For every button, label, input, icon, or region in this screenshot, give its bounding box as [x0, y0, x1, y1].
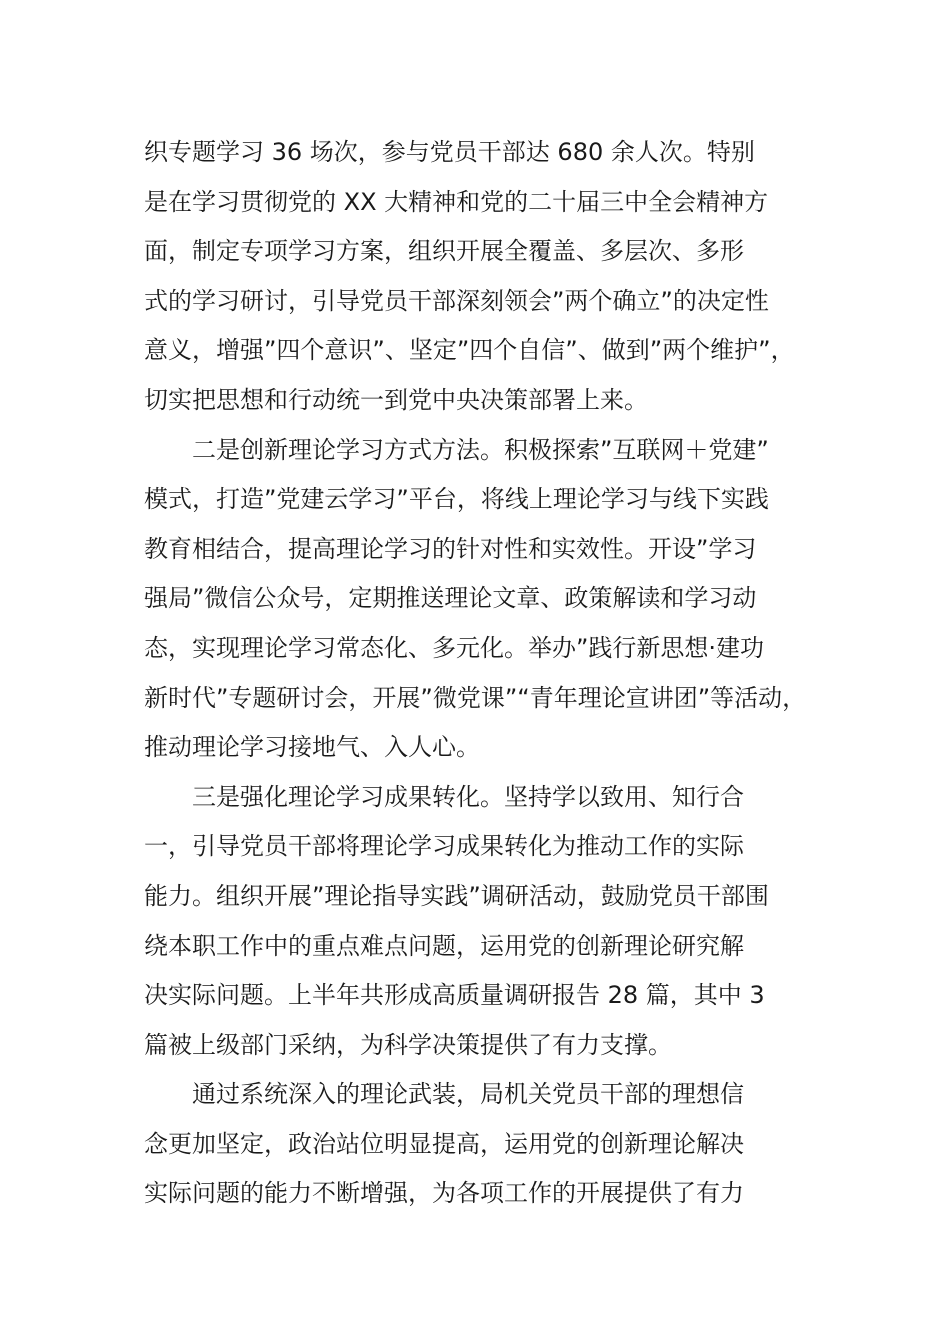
- text-line-8: 模式，打造”党建云学习”平台，将线上理论学习与线下实践: [144, 485, 769, 514]
- text-line-10: 强局”微信公众号，定期推送理论文章、政策解读和学习动: [144, 584, 757, 613]
- text-line-16: 能力。组织开展”理论指导实践”调研活动，鼓励党员干部围: [144, 881, 769, 910]
- text-line-15: 一，引导党员干部将理论学习成果转化为推动工作的实际: [144, 832, 744, 861]
- text-line-11: 态，实现理论学习常态化、多元化。举办”践行新思想·建功: [144, 633, 765, 662]
- text-line-5: 意义，增强”四个意识”、坚定”四个自信”、做到”两个维护”，: [144, 336, 795, 365]
- text-line-13: 推动理论学习接地气、入人心。: [144, 733, 480, 762]
- text-line-2: 是在学习贯彻党的 XX 大精神和党的二十届三中全会精神方: [144, 187, 769, 216]
- text-line-22: 实际问题的能力不断增强，为各项工作的开展提供了有力: [144, 1179, 744, 1208]
- text-line-18: 决实际问题。上半年共形成高质量调研报告 28 篇，其中 3: [144, 981, 765, 1010]
- document-body: [144, 128, 834, 1219]
- text-line-6: 切实把思想和行动统一到党中央决策部署上来。: [144, 385, 648, 414]
- text-line-9: 教育相结合，提高理论学习的针对性和实效性。开设”学习: [144, 534, 757, 563]
- text-line-12: 新时代”专题研讨会，开展”微党课”“青年理论宣讲团”等活动，: [144, 683, 807, 712]
- text-line-20: 通过系统深入的理论武装，局机关党员干部的理想信: [192, 1080, 744, 1109]
- text-line-1: 织专题学习 36 场次，参与党员干部达 680 余人次。特别: [144, 138, 755, 166]
- text-line-21: 念更加坚定，政治站位明显提高，运用党的创新理论解决: [144, 1129, 744, 1158]
- text-line-14: 三是强化理论学习成果转化。坚持学以致用、知行合: [192, 782, 744, 811]
- text-line-4: 式的学习研讨，引导党员干部深刻领会”两个确立”的决定性: [144, 286, 769, 315]
- text-line-3: 面，制定专项学习方案，组织开展全覆盖、多层次、多形: [144, 237, 744, 266]
- text-line-19: 篇被上级部门采纳，为科学决策提供了有力支撑。: [144, 1030, 672, 1059]
- text-line-17: 绕本职工作中的重点难点问题，运用党的创新理论研究解: [144, 931, 744, 960]
- text-line-7: 二是创新理论学习方式方法。积极探索”互联网＋党建”: [192, 435, 769, 464]
